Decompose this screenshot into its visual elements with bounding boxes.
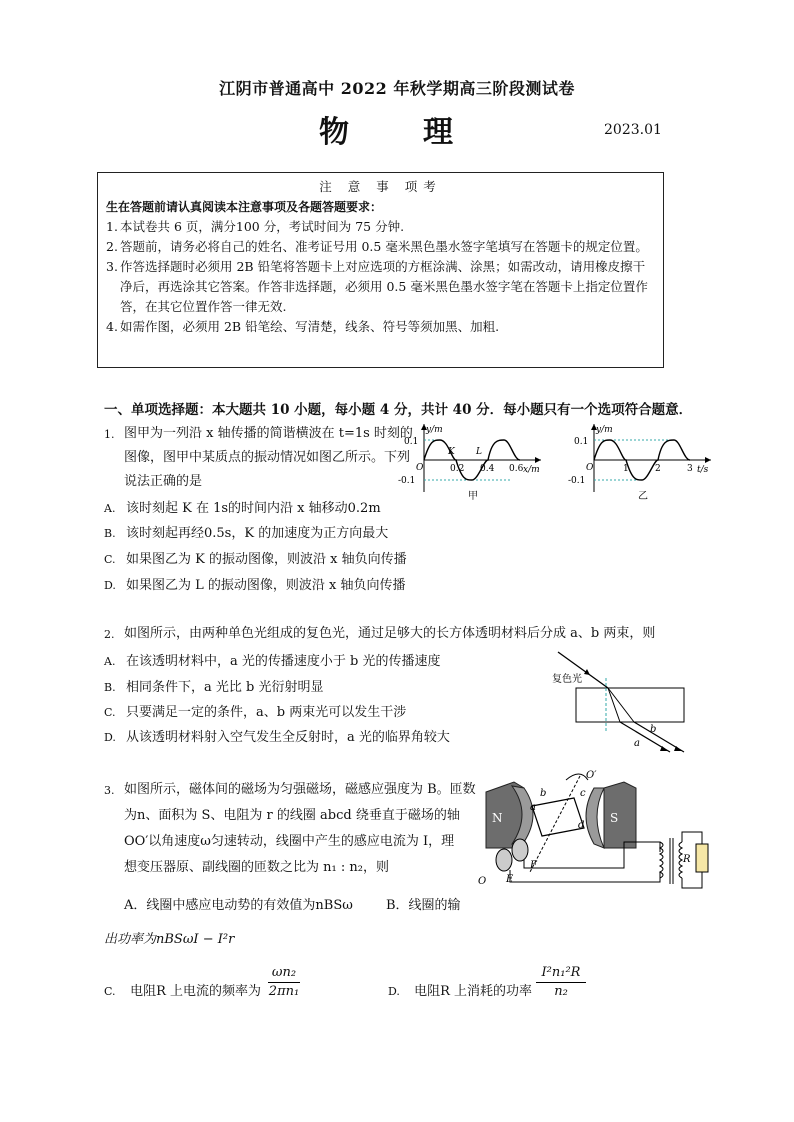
notice-item bbox=[106, 217, 655, 237]
q2-option-c[interactable] bbox=[104, 701, 406, 720]
option-label: D. bbox=[104, 579, 116, 592]
q2-number: 2. bbox=[104, 628, 115, 641]
brush-e-label: E bbox=[506, 874, 514, 885]
paper-title: 江阴市普通高中 2022 年秋学期高三阶段测试卷 bbox=[219, 79, 575, 98]
notice-item-num: 1. bbox=[106, 219, 118, 234]
option-label: C. bbox=[104, 706, 116, 719]
y-tick: -0.1 bbox=[398, 476, 416, 486]
notice-item bbox=[106, 317, 655, 337]
fraction-denominator: 2πn₁ bbox=[268, 984, 300, 999]
q3-option-a[interactable]: A．线圈中感应电动势的有效值为nBSω bbox=[124, 898, 353, 913]
y-label: y/m bbox=[426, 425, 443, 435]
q1-stem-line: 图像，图甲中某质点的振动情况如图乙所示。下列 bbox=[124, 450, 411, 465]
brush-f-label: F bbox=[530, 860, 537, 871]
option-text: 如果图乙为 L 的振动图像，则波沿 x 轴负向传播 bbox=[126, 578, 406, 593]
q2-option-d[interactable] bbox=[104, 726, 450, 745]
fraction-numerator: I²n₁²R bbox=[536, 964, 586, 983]
notice-item-text: 本试卷共 6 页，满分100 分，考试时间为 75 分钟. bbox=[120, 219, 405, 234]
q3-option-d[interactable] bbox=[388, 980, 532, 999]
x-tick: 0.6 bbox=[509, 464, 524, 474]
option-text: 电阻R 上电流的频率为 bbox=[130, 984, 262, 999]
t-tick: 1 bbox=[623, 464, 629, 474]
q2-figure bbox=[550, 648, 690, 756]
q3-option-b-cont: 出功率为nBSωI − I²r bbox=[104, 932, 235, 947]
notice-item-num: 4. bbox=[106, 319, 118, 334]
notice-box bbox=[97, 172, 664, 368]
q1-stem-line: 图甲为一列沿 x 轴传播的简谐横波在 t=1s 时刻的 bbox=[124, 426, 413, 441]
fraction-denominator: n₂ bbox=[554, 984, 568, 999]
section-heading: 一、单项选择题：本大题共 10 小题，每小题 4 分，共计 40 分．每小题只有一个选项符合题意． bbox=[104, 402, 693, 418]
wire bbox=[524, 842, 660, 868]
option-label: A. bbox=[104, 502, 116, 515]
option-label: B. bbox=[104, 527, 116, 540]
q3-option-c[interactable] bbox=[104, 980, 261, 999]
resistor-label: R bbox=[683, 854, 691, 865]
q3-stem-line: 为n、面积为 S、电阻为 r 的线圈 abcd 绕垂直于磁场的轴 bbox=[124, 808, 460, 823]
x-axis-arrow bbox=[535, 457, 541, 463]
axis-bottom-label: O bbox=[478, 876, 487, 887]
q1-stem bbox=[124, 422, 416, 494]
t-axis-arrow bbox=[705, 457, 711, 463]
x-label: x/m bbox=[523, 465, 540, 475]
y-label: y/m bbox=[596, 425, 613, 435]
t-tick: 3 bbox=[687, 464, 693, 474]
q3-option-b[interactable]: B．线圈的输 bbox=[386, 898, 461, 913]
origin-label: O bbox=[416, 463, 424, 473]
option-text: 电阻R 上消耗的功率 bbox=[414, 984, 533, 999]
wire bbox=[682, 832, 702, 844]
secondary-coil bbox=[679, 842, 682, 878]
option-label: C. bbox=[104, 553, 116, 566]
pole-face-s bbox=[586, 788, 604, 848]
coil-a-label: a bbox=[530, 802, 536, 813]
paper-subject: 物 理 bbox=[319, 115, 475, 150]
coil-c-label: c bbox=[580, 788, 586, 799]
option-text: 该时刻起 K 在 1s的时间内沿 x 轴移动0.2m bbox=[126, 501, 381, 516]
option-label: D. bbox=[388, 985, 400, 998]
fraction-numerator: ωn₂ bbox=[268, 964, 300, 983]
beam-a-label: a bbox=[634, 738, 640, 749]
refracted-ray-b bbox=[608, 688, 634, 722]
option-text: 只要满足一定的条件，a、b 两束光可以发生干涉 bbox=[126, 705, 407, 720]
resistor-r bbox=[696, 844, 708, 872]
y-tick: -0.1 bbox=[568, 476, 586, 486]
q3-stem-line: 如图所示，磁体间的磁场为匀强磁场，磁感应强度为 B。匝数 bbox=[124, 782, 476, 797]
notice-heading: 生在答题前请认真阅读本注意事项及各题答题要求： bbox=[106, 200, 383, 214]
q3-figure bbox=[476, 764, 716, 890]
option-text: 从该透明材料射入空气发生全反射时，a 光的临界角较大 bbox=[126, 730, 450, 745]
q1-number: 1. bbox=[104, 428, 115, 441]
coil-b-label: b bbox=[540, 788, 547, 799]
magnet-s-label: S bbox=[610, 811, 619, 825]
option-text: 相同条件下，a 光比 b 光衍射明显 bbox=[126, 680, 324, 695]
x-tick: 0.4 bbox=[480, 464, 495, 474]
q1-figure-yi bbox=[566, 420, 716, 500]
origin-label: O bbox=[586, 463, 594, 473]
y-tick: 0.1 bbox=[404, 437, 419, 447]
q3-option-c-fraction bbox=[268, 964, 300, 1001]
slip-ring bbox=[496, 849, 512, 871]
notice-item-text: 作答选择题时必须用 2B 铅笔将答题卡上对应选项的方框涂满、涂黑；如需改动，请用橡皮擦干净后，再选涂其它答案。作答非选择题，必须用 0.5 毫米黑色墨水签字笔在答题卡上指定位置作答，在其它位置作答一律无效. bbox=[120, 259, 648, 314]
q1-option-a[interactable] bbox=[104, 497, 381, 516]
y-tick: 0.1 bbox=[574, 437, 589, 447]
q1-option-c[interactable] bbox=[104, 548, 407, 567]
q1-option-b[interactable] bbox=[104, 522, 388, 541]
q3-stem-line: OO′以角速度ω匀速转动，线圈中产生的感应电流为 I，理 bbox=[124, 834, 455, 849]
option-label: B. bbox=[104, 681, 116, 694]
axis-top-label: O′ bbox=[586, 770, 597, 781]
notice-item-text: 如需作图，必须用 2B 铅笔绘、写清楚，线条、符号等须加黑、加粗. bbox=[120, 319, 500, 334]
q3-stem-line: 想变压器原、副线圈的匝数之比为 n₁ : n₂，则 bbox=[124, 860, 389, 875]
rotation-arrow bbox=[566, 774, 588, 780]
wire bbox=[682, 872, 702, 888]
t-label: t/s bbox=[697, 465, 709, 475]
notice-title: 注 意 事 项考 bbox=[319, 179, 442, 194]
q1-option-d[interactable] bbox=[104, 574, 406, 593]
option-label: C. bbox=[104, 985, 116, 998]
notice-item-text: 答题前，请务必将自己的姓名、准考证号用 0.5 毫米黑色墨水签字笔填写在答题卡的规定位置。 bbox=[120, 239, 648, 254]
magnet-s bbox=[604, 782, 636, 848]
wire bbox=[510, 870, 660, 882]
q1-figure-jia bbox=[396, 420, 546, 500]
figure-caption: 乙 bbox=[638, 491, 648, 500]
option-text: 该时刻起再经0.5s，K 的加速度为正方向最大 bbox=[126, 526, 389, 541]
q3-number: 3. bbox=[104, 784, 115, 797]
q3-option-d-fraction bbox=[536, 964, 586, 1001]
slip-ring bbox=[512, 839, 528, 861]
q2-stem: 如图所示，由两种单色光组成的复色光，通过足够大的长方体透明材料后分成 a、b 两束，则 bbox=[124, 626, 656, 641]
option-text: 如果图乙为 K 的振动图像，则波沿 x 轴负向传播 bbox=[126, 552, 407, 567]
notice-item bbox=[106, 257, 655, 317]
option-text: 在该透明材料中，a 光的传播速度小于 b 光的传播速度 bbox=[126, 654, 441, 669]
q2-option-b[interactable] bbox=[104, 676, 323, 695]
point-k-label: K bbox=[448, 447, 455, 457]
x-tick: 0.2 bbox=[450, 464, 465, 474]
light-label: 复色光 bbox=[552, 674, 582, 685]
notice-item-num: 2. bbox=[106, 239, 118, 254]
option-label: D. bbox=[104, 731, 116, 744]
coil-abcd bbox=[532, 798, 584, 836]
q1-stem-line: 说法正确的是 bbox=[124, 474, 203, 489]
coil-d-label: d bbox=[578, 820, 585, 831]
primary-coil bbox=[660, 842, 663, 878]
q2-option-a[interactable] bbox=[104, 650, 440, 669]
t-tick: 2 bbox=[655, 464, 661, 474]
beam-b-label: b bbox=[650, 724, 657, 735]
magnet-n-label: N bbox=[492, 811, 503, 825]
paper-date: 2023.01 bbox=[604, 122, 662, 138]
figure-caption: 甲 bbox=[468, 491, 478, 500]
option-label: A. bbox=[104, 655, 116, 668]
refracted-ray-a bbox=[608, 688, 620, 722]
point-l-label: L bbox=[476, 447, 482, 457]
notice-item bbox=[106, 237, 655, 257]
notice-item-num: 3. bbox=[106, 259, 118, 274]
q3-stem bbox=[124, 777, 476, 881]
